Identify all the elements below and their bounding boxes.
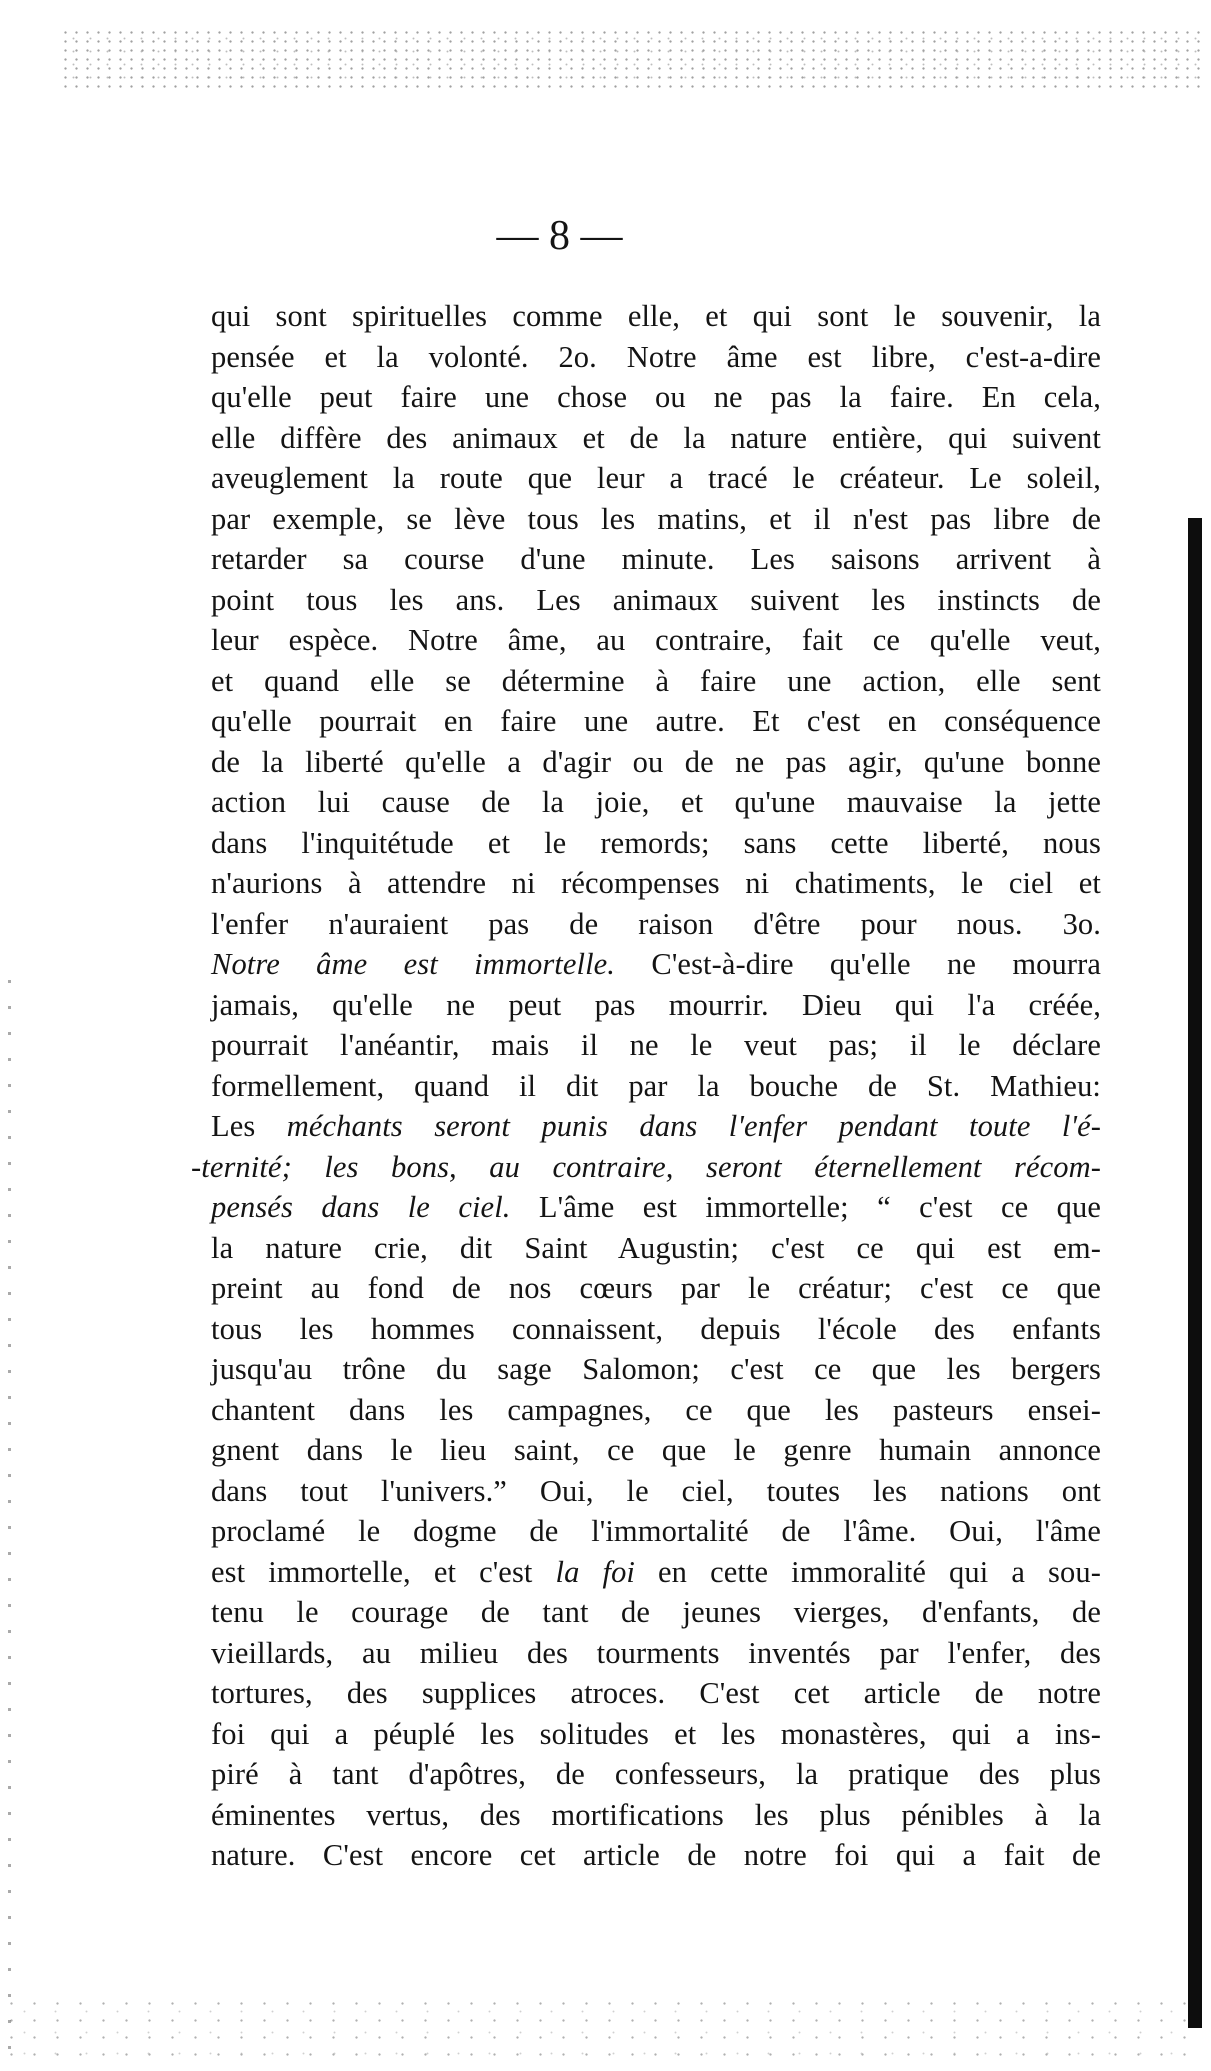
text-line: n'aurions à attendre ni récompenses ni chatiments, le ciel et: [211, 866, 1101, 900]
scan-edge-left: [0, 980, 40, 2070]
text-line: tous les hommes connaissent, depuis l'école des enfants: [211, 1311, 1101, 1346]
text-line: par exemple, se lève tous les matins, et il n'est pas libre de: [211, 501, 1101, 536]
text-line: tenu le courage de tant de jeunes vierges, d'enfants, de: [211, 1595, 1101, 1629]
scan-noise-bottom: [0, 1995, 1190, 2065]
text-run: en cette immoralité qui a sou-: [658, 1554, 1101, 1589]
text-line: retarder sa course d'une minute. Les saisons arrivent à: [211, 542, 1101, 576]
scan-noise-top: [60, 28, 1200, 88]
scan-binding-shadow: [1188, 518, 1202, 2028]
text-line: vieillards, au milieu des tourments inventés par l'enfer, des: [211, 1635, 1101, 1670]
text-line-mixed: [211, 1552, 1101, 1593]
text-line: dans l'inquitétude et le remords; sans cette liberté, nous: [211, 825, 1101, 860]
text-line: leur espèce. Notre âme, au contraire, fait ce qu'elle veut,: [211, 623, 1101, 657]
body-text: [191, 296, 1101, 1876]
text-line: preint au fond de nos cœurs par le créatur; c'est ce que: [211, 1271, 1101, 1305]
page-number: — 8 —: [496, 213, 623, 259]
text-line: aveuglement la route que leur a tracé le créateur. Le soleil,: [211, 461, 1101, 495]
text-line: dans tout l'univers.” Oui, le ciel, toutes les nations ont: [211, 1473, 1101, 1508]
italic-phrase: pensés dans le ciel.: [211, 1190, 511, 1224]
text-line: nature. C'est encore cet article de notre foi qui a fait de: [211, 1838, 1101, 1872]
text-line: gnent dans le lieu saint, ce que le genre humain annonce: [211, 1433, 1101, 1467]
text-line: jamais, qu'elle ne peut pas mourrir. Dieu qui l'a créée,: [211, 987, 1101, 1022]
text-line: chantent dans les campagnes, ce que les pasteurs ensei-: [211, 1392, 1101, 1427]
text-line: pourrait l'anéantir, mais il ne le veut pas; il le déclare: [211, 1028, 1101, 1062]
text-run: C'est-à-dire qu'elle ne mourra: [651, 947, 1101, 981]
text-line: qu'elle pourrait en faire une autre. Et c'est en conséquence: [211, 704, 1101, 738]
text-line-italic: -ternité; les bons, au contraire, seront éternellement récom-: [191, 1149, 1101, 1184]
text-line: l'enfer n'auraient pas de raison d'être pour nous. 3o.: [211, 906, 1101, 941]
italic-phrase: Notre âme est immortelle.: [211, 947, 616, 981]
text-line: action lui cause de la joie, et qu'une mauvaise la jette: [211, 785, 1101, 819]
text-line: formellement, quand il dit par la bouche de St. Mathieu:: [211, 1068, 1101, 1103]
text-line: et quand elle se détermine à faire une action, elle sent: [211, 663, 1101, 698]
text-run: Les: [211, 1109, 256, 1143]
text-run: est immortelle, et c'est: [211, 1554, 533, 1589]
text-run: L'âme est immortelle; “ c'est ce que: [538, 1190, 1101, 1224]
text-line: de la liberté qu'elle a d'agir ou de ne pas agir, qu'une bonne: [211, 744, 1101, 779]
text-line: éminentes vertus, des mortifications les plus pénibles à la: [211, 1797, 1101, 1832]
italic-phrase: la foi: [555, 1554, 635, 1589]
italic-phrase: méchants seront punis dans l'enfer pendant toute l'é-: [286, 1109, 1101, 1143]
text-line: qui sont spirituelles comme elle, et qui sont le souvenir, la: [211, 299, 1101, 333]
text-line: pensée et la volonté. 2o. Notre âme est libre, c'est-a-dire: [211, 339, 1101, 374]
text-line: qu'elle peut faire une chose ou ne pas la faire. En cela,: [211, 380, 1101, 414]
text-line: foi qui a péuplé les solitudes et les monastères, qui a ins-: [211, 1716, 1101, 1751]
text-line-mixed: [211, 1106, 1101, 1147]
text-line: tortures, des supplices atroces. C'est cet article de notre: [211, 1676, 1101, 1710]
text-line: la nature crie, dit Saint Augustin; c'est ce qui est em-: [211, 1230, 1101, 1265]
text-line: point tous les ans. Les animaux suivent les instincts de: [211, 582, 1101, 617]
text-line: piré à tant d'apôtres, de confesseurs, la pratique des plus: [211, 1757, 1101, 1791]
text-line-mixed: [211, 1187, 1101, 1228]
text-line: elle diffère des animaux et de la nature entière, qui suivent: [211, 420, 1101, 455]
text-line: proclamé le dogme de l'immortalité de l'âme. Oui, l'âme: [211, 1514, 1101, 1548]
text-line: jusqu'au trône du sage Salomon; c'est ce que les bergers: [211, 1352, 1101, 1386]
text-line-mixed: [211, 944, 1101, 985]
